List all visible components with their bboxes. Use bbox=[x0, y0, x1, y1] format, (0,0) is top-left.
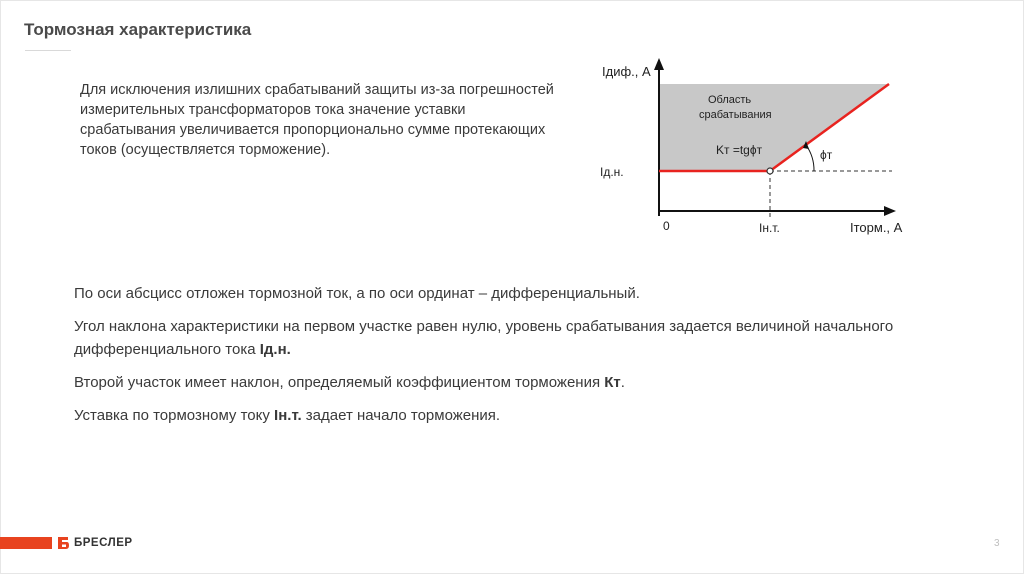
x-axis-label: Iторм., А bbox=[850, 220, 903, 235]
title-underline bbox=[25, 50, 71, 51]
term-idn: Iд.н. bbox=[259, 341, 291, 358]
paragraph-axes: По оси абсцисс отложен тормозной ток, а по оси ординат – дифференциальный. bbox=[74, 285, 640, 302]
angle-arc bbox=[806, 145, 814, 171]
explanation-text bbox=[74, 282, 954, 437]
origin-label: 0 bbox=[663, 219, 670, 233]
brand-mark-icon bbox=[56, 536, 70, 550]
break-point-marker bbox=[767, 168, 773, 174]
page-number: 3 bbox=[994, 538, 1000, 549]
intro-paragraph: Для исключения излишних срабатываний защиты из-за погрешностей измерительных трансформаторов тока значение уставки срабатывания увеличивается пропорционально сумме протекающих токов (осуществляется торможение). bbox=[80, 82, 554, 158]
term-int: Iн.т. bbox=[274, 407, 302, 424]
footer-accent-bar bbox=[0, 537, 52, 549]
y-axis-arrow bbox=[654, 58, 664, 70]
braking-characteristic-diagram bbox=[592, 52, 922, 248]
region-label-line2: срабатывания bbox=[699, 109, 772, 121]
operating-region bbox=[659, 84, 889, 171]
brand-name: БРЕСЛЕР bbox=[74, 537, 133, 549]
brand-logo bbox=[56, 535, 133, 551]
y-axis-label: Iдиф., А bbox=[602, 64, 651, 79]
x-axis-arrow bbox=[884, 206, 896, 216]
region-label-line1: Область bbox=[708, 94, 752, 106]
x-break-label: Iн.т. bbox=[759, 221, 780, 235]
term-kt: Кт bbox=[604, 374, 621, 391]
slide-title: Тормозная характеристика bbox=[24, 20, 252, 39]
y-level-label: Iд.н. bbox=[600, 165, 624, 179]
angle-label: ϕт bbox=[820, 148, 833, 162]
paragraph-second-section: Второй участок имеет наклон, определяемый коэффициентом торможения Кт. bbox=[74, 374, 625, 391]
paragraph-first-section: Угол наклона характеристики на первом участке равен нулю, уровень срабатывания задается величиной начального дифференциального тока Iд.н. bbox=[74, 318, 894, 358]
slope-formula: Kт =tgϕт bbox=[716, 143, 763, 157]
paragraph-braking-setting: Уставка по тормозному току Iн.т. задает начало торможения. bbox=[74, 407, 501, 424]
